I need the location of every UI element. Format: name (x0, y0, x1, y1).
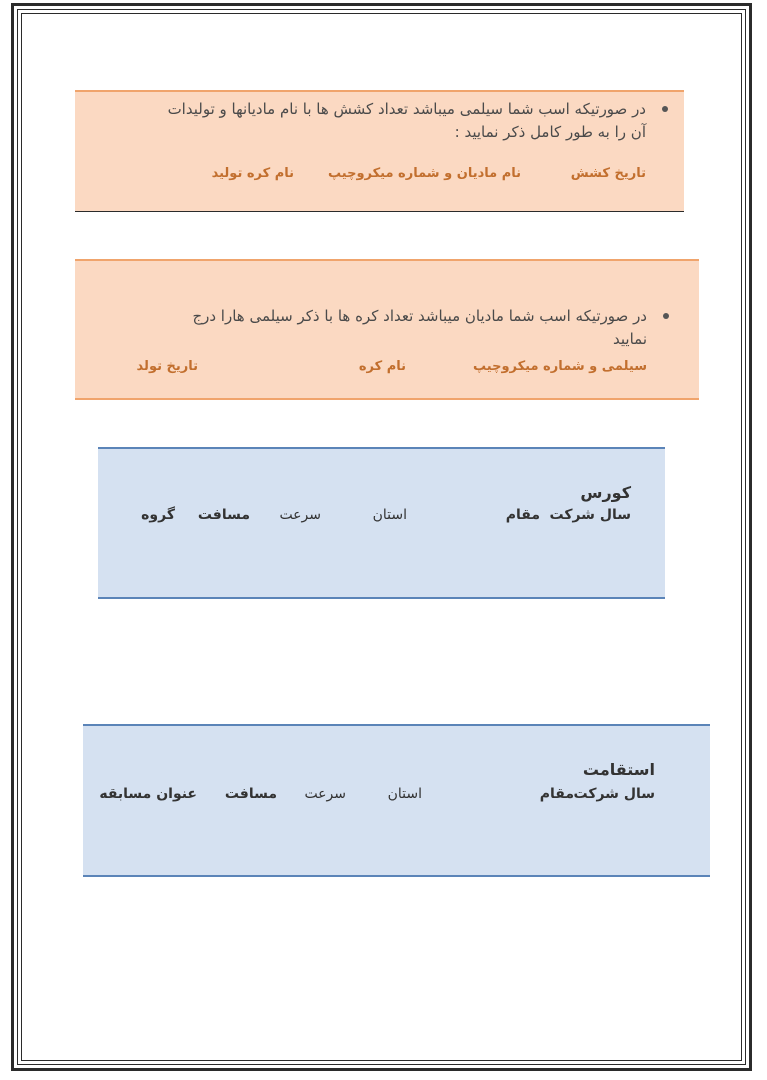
column-rank: مقام (505, 507, 540, 523)
course-racing-section (98, 447, 665, 599)
mare-instruction-line1: در صورتیکه اسب شما مادیان میباشد تعداد کره ها با ذکر سیلمی هارا درج (192, 307, 647, 325)
endurance-title: استقامت (582, 760, 655, 779)
column-province: استان (372, 507, 407, 523)
bullet-icon (662, 106, 668, 112)
mare-instruction (77, 305, 647, 351)
column-participation-year: سال شرکت (549, 507, 631, 523)
stallion-instruction-line1: در صورتیکه اسب شما سیلمی میباشد تعداد کشش ها با نام مادیانها و تولیدات (167, 100, 646, 118)
mare-instruction-line2: نمایید (613, 330, 647, 348)
column-speed: سرعت (279, 507, 321, 523)
column-birth-date: تاریخ تولد (136, 359, 198, 374)
column-participation-year: سال شرکت (573, 786, 655, 802)
column-competition-title: عنوان مسابقه (99, 786, 197, 802)
column-mare-name-microchip: نام مادیان و شماره میکروچیپ (328, 166, 521, 181)
mare-foals-section (75, 259, 699, 400)
column-stallion-microchip: سیلمی و شماره میکروچیپ (473, 359, 647, 374)
course-title: کورس (580, 483, 631, 502)
bullet-icon (663, 313, 669, 319)
stallion-instruction (86, 98, 646, 144)
column-province: استان (387, 786, 422, 802)
column-covering-date: تاریخ کشش (570, 166, 646, 181)
column-foal-name: نام کره (358, 359, 406, 374)
stallion-instruction-line2: آن را به طور کامل ذکر نمایید : (454, 123, 646, 141)
column-speed: سرعت (304, 786, 346, 802)
column-group: گروه (141, 507, 175, 523)
stallion-coverings-section (75, 90, 684, 212)
column-rank: مقام (539, 786, 574, 802)
column-distance: مسافت (197, 507, 250, 523)
column-distance: مسافت (224, 786, 277, 802)
column-foal-name: نام کره تولید (211, 166, 294, 181)
endurance-section (83, 724, 710, 877)
